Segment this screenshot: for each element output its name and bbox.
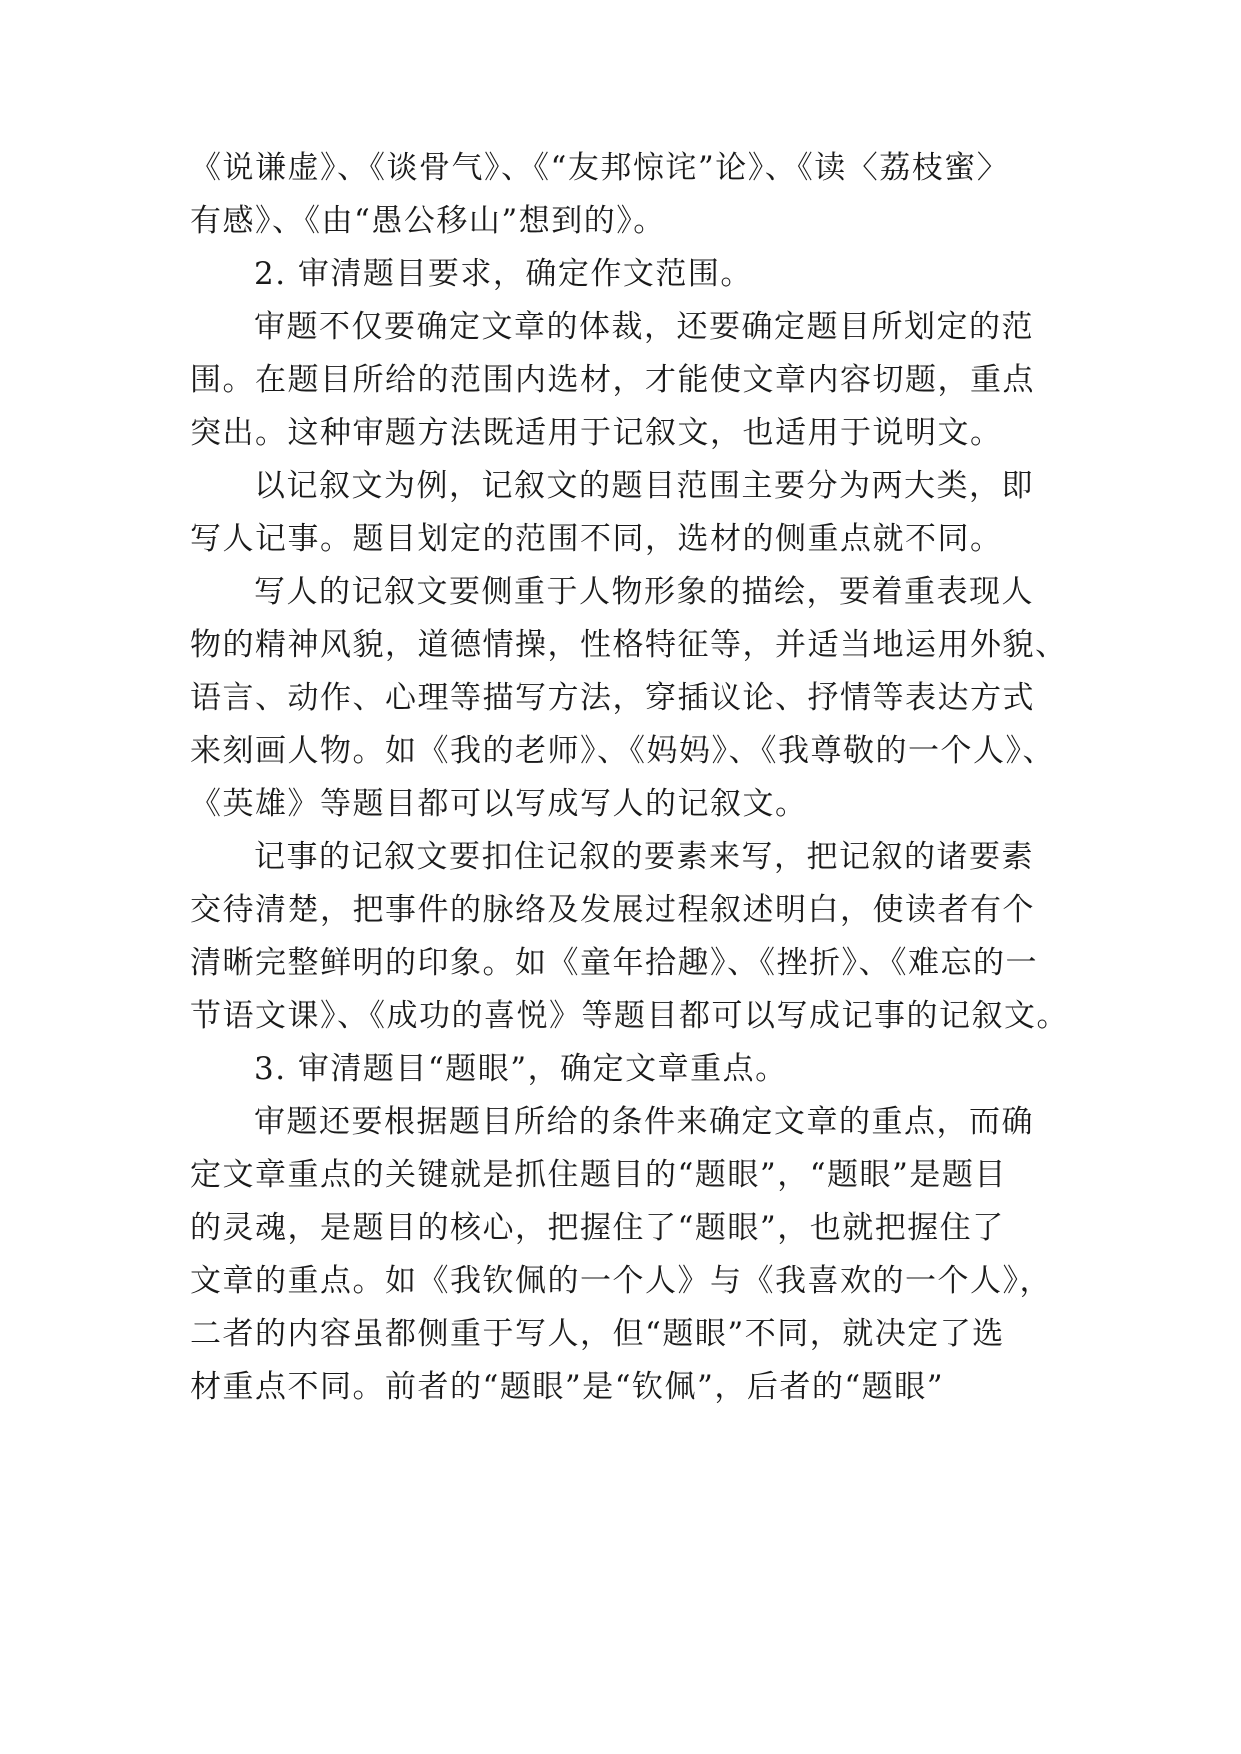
text-line: 交待清楚，把事件的脉络及发展过程叙述明白，使读者有个 <box>190 892 1035 928</box>
text-line: 清晰完整鲜明的印象。如《童年拾趣》、《挫折》、《难忘的一 <box>190 945 1038 981</box>
text-line: 物的精神风貌，道德情操，性格特征等，并适当地运用外貌、 <box>190 627 1068 663</box>
text-line: 文章的重点。如《我钦佩的一个人》与《我喜欢的一个人》， <box>190 1263 1052 1299</box>
text-line: 二者的内容虽都侧重于写人，但“题眼”不同，就决定了选 <box>190 1316 1005 1352</box>
text-line: 突出。这种审题方法既适用于记叙文，也适用于说明文。 <box>190 415 1003 451</box>
text-line: 《英雄》等题目都可以写成写人的记叙文。 <box>190 786 808 822</box>
text-line: 材重点不同。前者的“题眼”是“钦佩”，后者的“题眼” <box>190 1369 945 1405</box>
text-line: 记事的记叙文要扣住记叙的要素来写，把记叙的诸要素 <box>254 839 1034 875</box>
text-line: 来刻画人物。如《我的老师》、《妈妈》、《我尊敬的一个人》、 <box>190 733 1055 769</box>
text-line: 的灵魂，是题目的核心，把握住了“题眼”，也就把握住了 <box>190 1210 1005 1246</box>
text-line: 语言、动作、心理等描写方法，穿插议论、抒情等表达方式 <box>190 680 1035 716</box>
text-line: 《说谦虚》、《谈骨气》、《“友邦惊诧”论》、《读〈荔枝蜜〉 <box>190 150 1010 186</box>
section-heading: 3. 审清题目“题眼”，确定文章重点。 <box>254 1051 788 1087</box>
text-line: 写人的记叙文要侧重于人物形象的描绘，要着重表现人 <box>254 574 1034 610</box>
text-line: 写人记事。题目划定的范围不同，选材的侧重点就不同。 <box>190 521 1003 557</box>
text-line: 定文章重点的关键就是抓住题目的“题眼”，“题眼”是题目 <box>190 1157 1007 1193</box>
text-line: 围。在题目所给的范围内选材，才能使文章内容切题，重点 <box>190 362 1035 398</box>
text-line: 节语文课》、《成功的喜悦》等题目都可以写成记事的记叙文。 <box>190 998 1069 1034</box>
text-line: 有感》、《由“愚公移山”想到的》。 <box>190 203 666 239</box>
text-line: 审题不仅要确定文章的体裁，还要确定题目所划定的范 <box>254 309 1034 345</box>
text-line: 审题还要根据题目所给的条件来确定文章的重点，而确 <box>254 1104 1034 1140</box>
section-heading: 2. 审清题目要求，确定作文范围。 <box>254 256 753 292</box>
text-line: 以记叙文为例，记叙文的题目范围主要分为两大类，即 <box>254 468 1034 504</box>
